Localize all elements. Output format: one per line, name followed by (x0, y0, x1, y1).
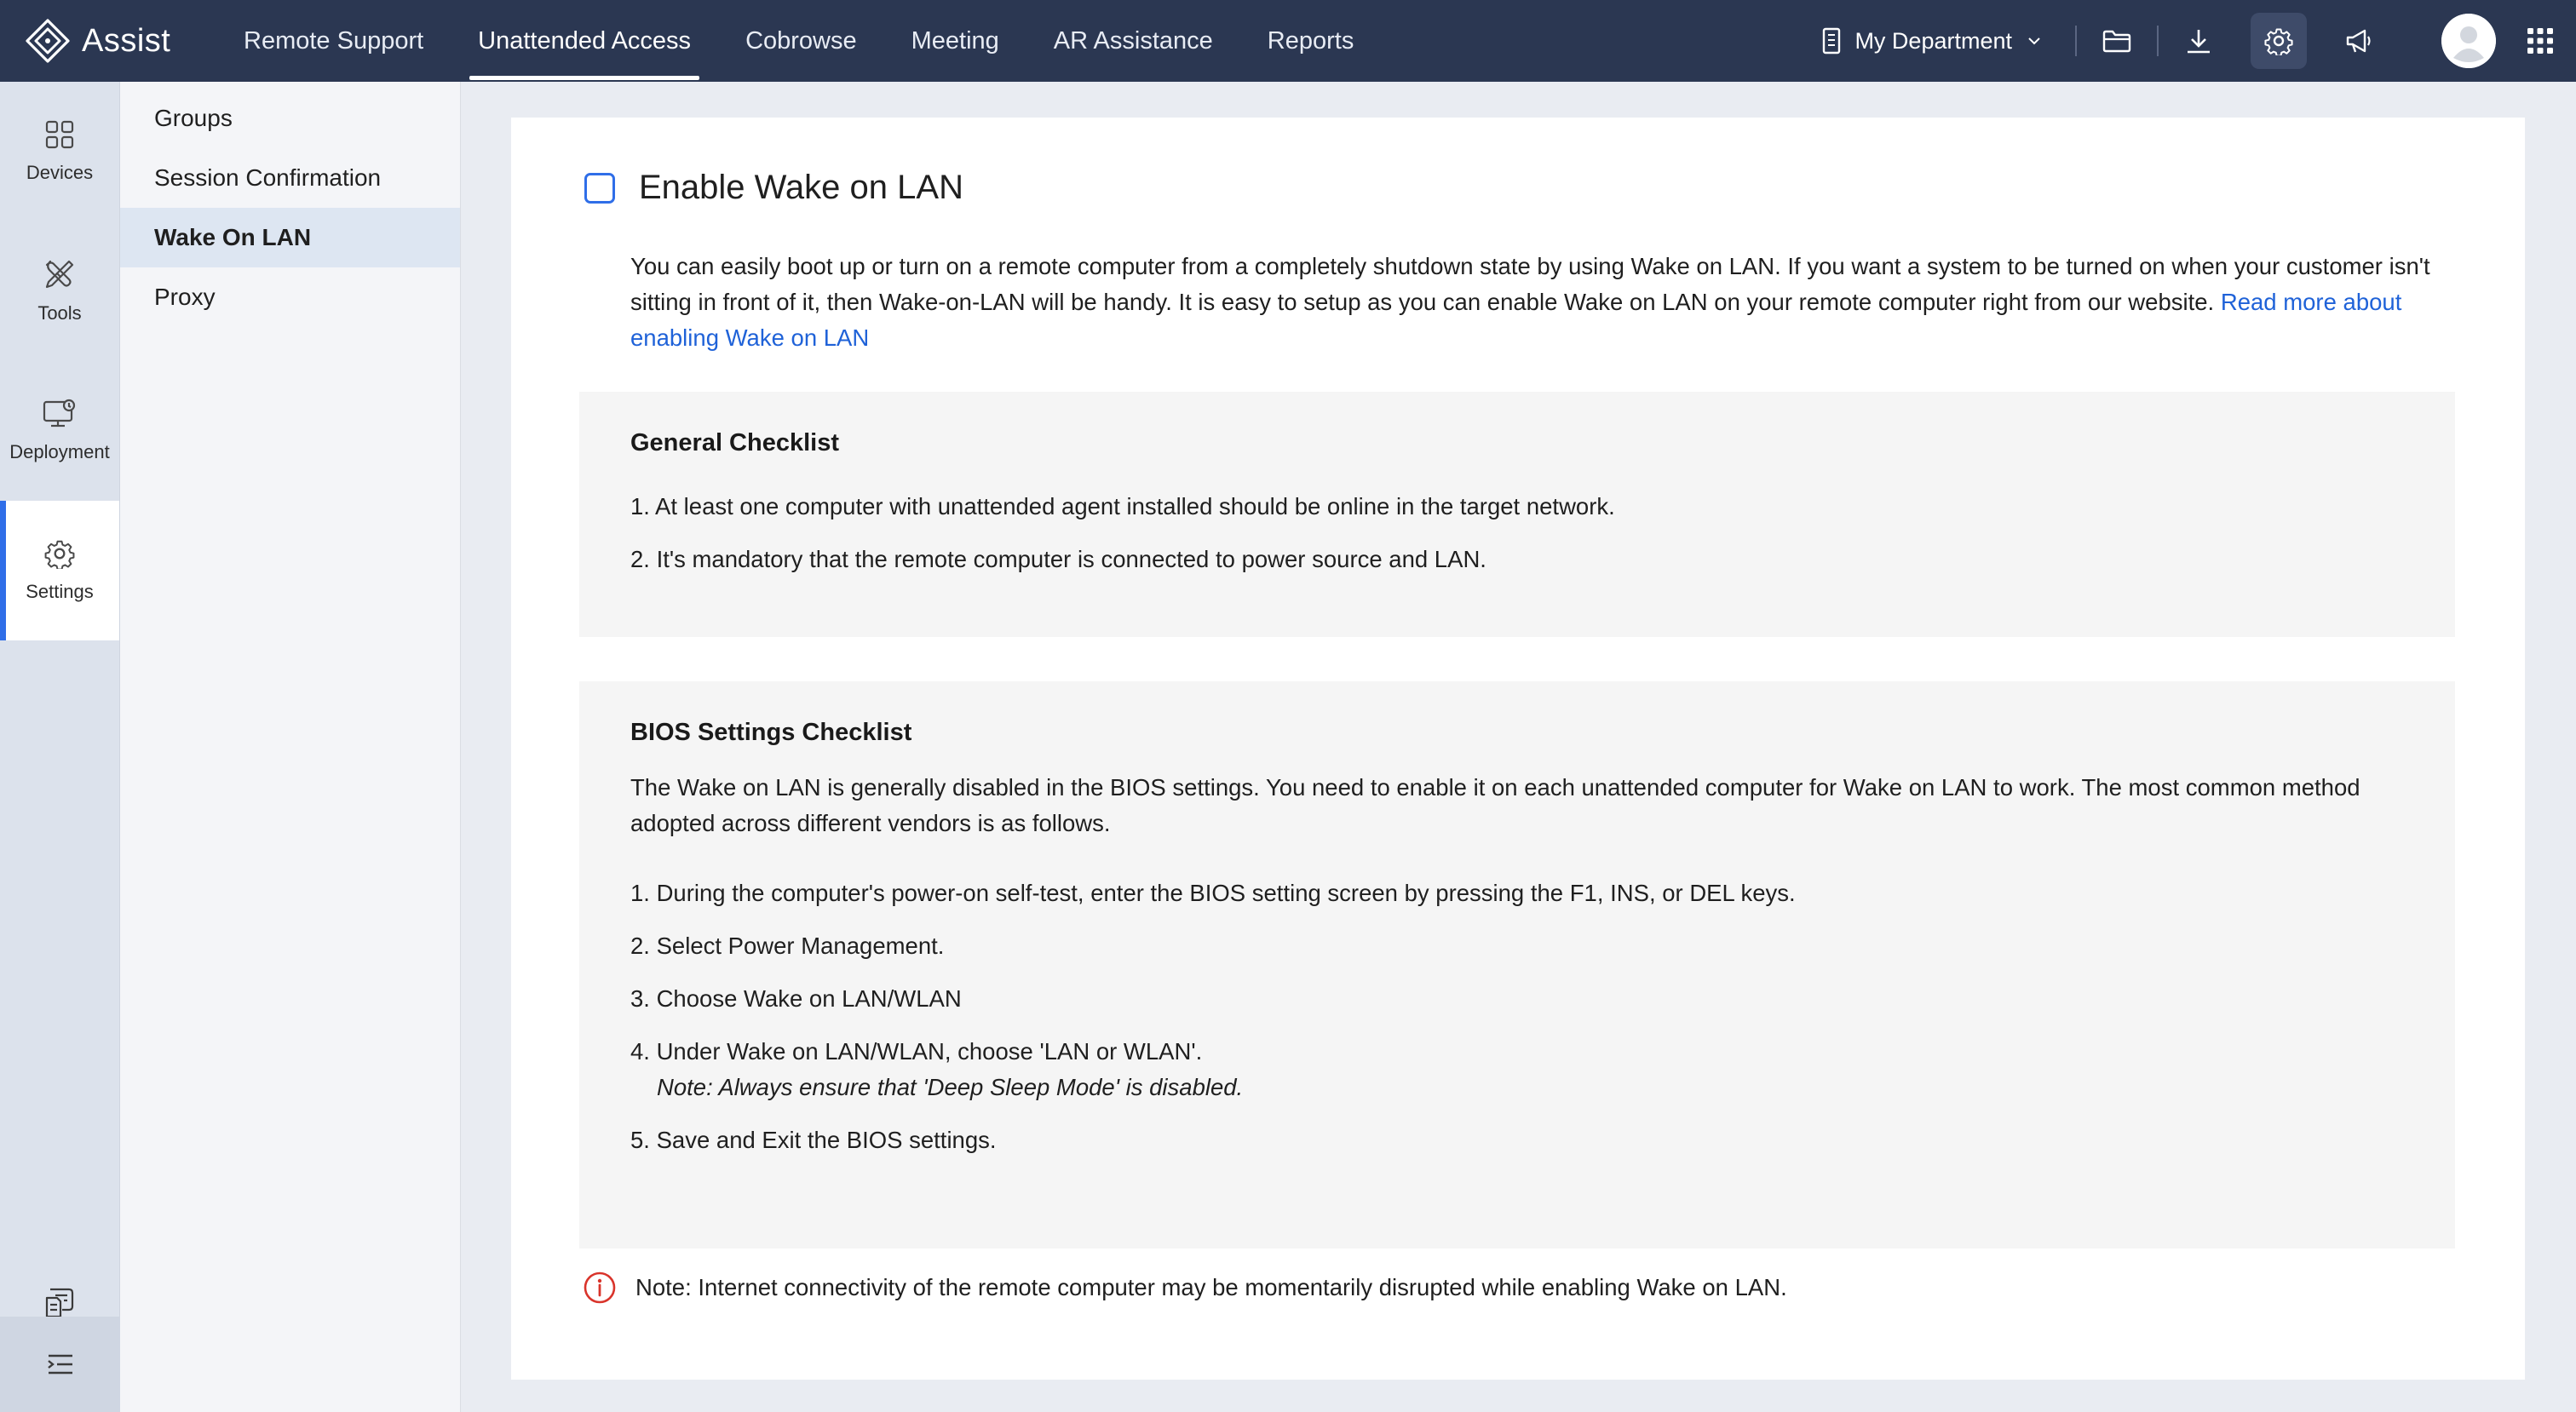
assist-logo-icon (24, 17, 72, 65)
enable-wake-on-lan-checkbox[interactable] (584, 173, 615, 204)
avatar[interactable] (2441, 14, 2496, 68)
gear-icon (44, 538, 75, 569)
tools-icon (43, 258, 76, 290)
list-item-text: 4. Under Wake on LAN/WLAN, choose 'LAN or WLAN'. (630, 1038, 1203, 1065)
grid-icon (2527, 27, 2554, 55)
collapse-menu-icon (47, 1353, 74, 1375)
list-item (630, 1034, 1796, 1105)
subnav-item-wake-on-lan[interactable]: Wake On LAN (120, 208, 460, 267)
apps-grid-button[interactable] (2527, 27, 2554, 55)
app-name: Assist (82, 22, 171, 59)
list-item: 1. During the computer's power-on self-test, enter the BIOS setting screen by pressing the F1, INS, or DEL keys. (630, 880, 1796, 906)
wake-on-lan-panel (511, 118, 2525, 1380)
building-icon (1822, 27, 1841, 55)
page-title: Enable Wake on LAN (639, 169, 963, 206)
divider (2157, 26, 2159, 56)
nav-unattended-access[interactable]: Unattended Access (451, 0, 718, 82)
read-more-link[interactable]: Read more about enabling Wake on LAN (630, 289, 2402, 351)
nav-meeting[interactable]: Meeting (911, 26, 999, 55)
bios-settings-checklist (579, 681, 2455, 1248)
rail-label: Tools (37, 302, 82, 324)
list-item: 2. It's mandatory that the remote computer is connected to power source and LAN. (630, 546, 1486, 572)
department-name: My Department (1854, 27, 2012, 54)
devices-icon (44, 119, 75, 150)
general-checklist (579, 392, 2455, 637)
rail-item-devices[interactable] (0, 82, 119, 221)
user-icon (2441, 14, 2496, 68)
download-button[interactable] (2171, 13, 2227, 69)
rail-label: Deployment (9, 441, 110, 462)
folder-icon (2102, 29, 2131, 53)
connectivity-note (583, 1271, 1787, 1305)
connectivity-note-text: Note: Internet connectivity of the remote computer may be momentarily disrupted while enabling Wake on LAN. (635, 1274, 1787, 1300)
header-actions (1822, 0, 2576, 82)
main-nav (216, 0, 1381, 82)
rail-item-settings[interactable] (0, 501, 119, 640)
deployment-icon (43, 399, 77, 429)
left-rail (0, 82, 120, 1412)
rail-label: Devices (26, 162, 94, 183)
top-bar (0, 0, 2576, 82)
nav-remote-support[interactable]: Remote Support (244, 26, 424, 55)
app-logo[interactable] (0, 0, 187, 82)
rail-label: Settings (26, 581, 94, 602)
collapse-sidebar-button[interactable] (0, 1317, 120, 1412)
nav-ar-assistance[interactable]: AR Assistance (1053, 26, 1213, 55)
general-checklist-list (630, 489, 1615, 594)
rail-item-tools[interactable] (0, 221, 119, 361)
bios-checklist-description: The Wake on LAN is generally disabled in the BIOS settings. You need to enable it on each unattended computer for Wake on LAN to work. The most common method adopted across different vendors is as follows. (630, 774, 2360, 836)
settings-button[interactable] (2251, 13, 2307, 69)
title-row (584, 169, 963, 207)
bios-checklist-title: BIOS Settings Checklist (630, 719, 912, 746)
deep-sleep-note: Note: Always ensure that 'Deep Sleep Mode' is disabled. (657, 1074, 1244, 1100)
subnav-item-session-confirmation[interactable]: Session Confirmation (154, 164, 382, 191)
gear-icon (2264, 26, 2293, 55)
list-item: 3. Choose Wake on LAN/WLAN (630, 985, 962, 1012)
subnav-item-proxy[interactable]: Proxy (154, 284, 216, 310)
feedback-icon (43, 1286, 78, 1320)
list-item: 2. Select Power Management. (630, 933, 945, 959)
megaphone-icon (2344, 27, 2373, 55)
download-icon (2185, 27, 2212, 55)
nav-cobrowse[interactable]: Cobrowse (745, 26, 857, 55)
general-checklist-title: General Checklist (630, 429, 839, 456)
chevron-down-icon (2027, 37, 2041, 45)
settings-subnav (120, 82, 461, 1412)
announcements-button[interactable] (2331, 13, 2387, 69)
bios-checklist-list (630, 875, 1796, 1175)
info-warning-icon (583, 1271, 617, 1305)
list-item: 1. At least one computer with unattended agent installed should be online in the target network. (630, 493, 1615, 519)
department-selector[interactable] (1822, 0, 2075, 82)
subnav-item-groups[interactable]: Groups (154, 105, 233, 131)
folder-button[interactable] (2089, 13, 2145, 69)
divider (2075, 26, 2077, 56)
nav-reports[interactable]: Reports (1267, 26, 1354, 55)
rail-item-deployment[interactable] (0, 361, 119, 501)
intro-paragraph: You can easily boot up or turn on a remote computer from a completely shutdown state by using Wake on LAN. If you want a system to be turned on when your customer isn't sitting in front of it, then Wake-on-LAN will be handy. It is easy to setup as you can enable Wake on LAN on your remote computer right from our website. (630, 253, 2430, 315)
list-item: 5. Save and Exit the BIOS settings. (630, 1127, 997, 1153)
intro-text (630, 249, 2470, 356)
